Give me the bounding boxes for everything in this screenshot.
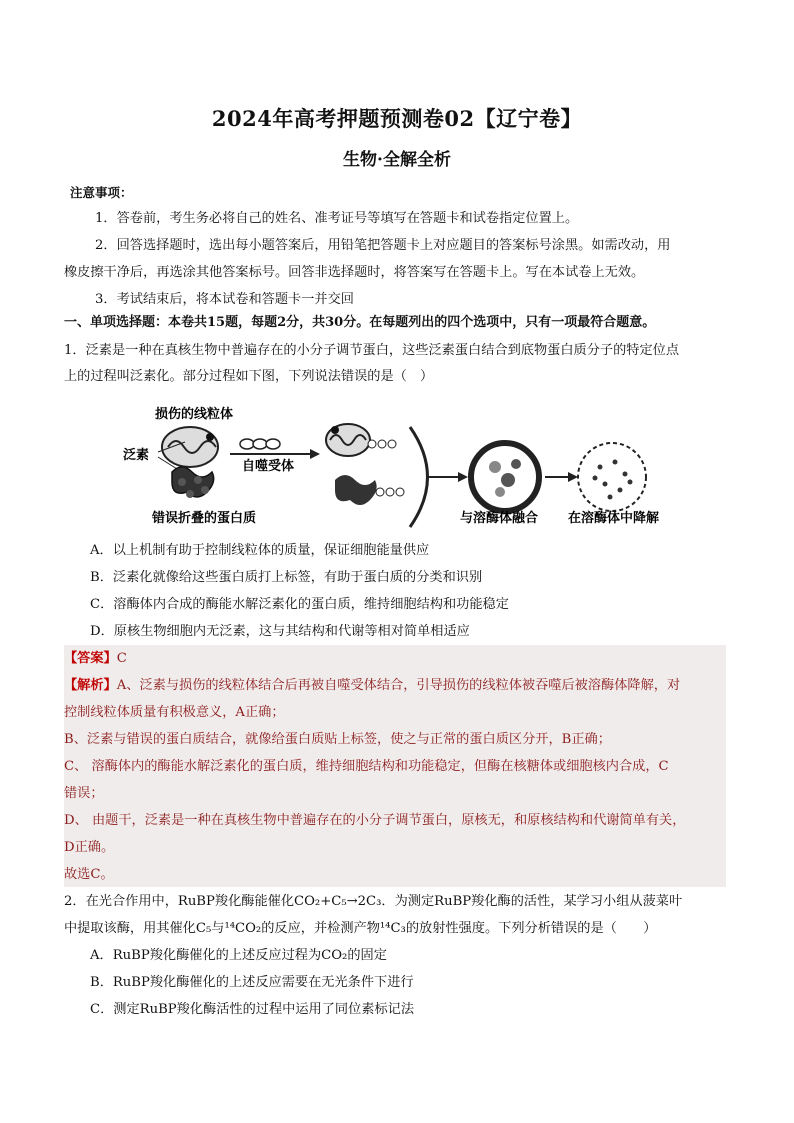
misfolded-label: 错误折叠的蛋白质	[152, 511, 257, 526]
autolysosome-icon	[471, 443, 539, 511]
fusion-label: 与溶酶体融合	[460, 511, 539, 526]
notice-heading: 注意事项：	[70, 185, 133, 200]
autophagy-receptor-label: 自噬受体	[242, 459, 295, 474]
ubiquitin-label: 泛素	[123, 448, 150, 463]
notice-item: 1．答卷前，考生务必将自己的姓名、准考证号等填写在答题卡和试卷指定位置上。	[95, 211, 579, 226]
answer-label: 【答案】	[64, 651, 117, 666]
question-2-stem: 中提取该酶，用其催化C₅与¹⁴CO₂的反应，并检测产物¹⁴C₃的放射性强度。下列分析错误的是（ ）	[64, 921, 657, 936]
analysis-row	[64, 677, 680, 695]
analysis-line: 错误；	[64, 786, 104, 801]
analysis-line: 控制线粒体质量有积极意义，A正确；	[64, 705, 285, 720]
option-c: C．溶酶体内合成的酶能水解泛素化的蛋白质，维持细胞结构和功能稳定	[90, 597, 509, 612]
question-1-stem: 上的过程叫泛素化。部分过程如下图，下列说法错误的是（ ）	[64, 369, 434, 384]
analysis-line: A、泛素与损伤的线粒体结合后再被自噬受体结合，引导损伤的线粒体被吞噬后被溶酶体降解，对	[116, 678, 681, 693]
page-title: 2024年高考押题预测卷02【辽宁卷】	[211, 106, 583, 131]
analysis-line: B、泛素与错误的蛋白质结合，就像给蛋白质贴上标签，使之与正常的蛋白质区分开，B正确；	[64, 732, 611, 747]
option-b: B．泛素化就像给这些蛋白质打上标签，有助于蛋白质的分类和识别	[90, 570, 483, 585]
question-1-stem: 1．泛素是一种在真核生物中普遍存在的小分子调节蛋白，这些泛素蛋白结合到底物蛋白质分子的特定位点	[64, 343, 680, 358]
answer-value: C	[116, 651, 127, 666]
option-a: A．以上机制有助于控制线粒体的质量，保证细胞能量供应	[90, 543, 430, 558]
analysis-line: 故选C。	[64, 867, 114, 882]
analysis-label: 【解析】	[64, 678, 117, 693]
ubiquitination-figure	[110, 402, 670, 532]
notice-item: 3．考试结束后，将本试卷和答题卡一并交回	[95, 292, 354, 307]
page-subtitle: 生物·全解全析	[343, 150, 451, 170]
analysis-line: D正确。	[64, 840, 115, 855]
phagophore-icon	[326, 424, 428, 527]
option-b: B．RuBP羧化酶催化的上述反应需要在无光条件下进行	[90, 975, 414, 990]
notice-item: 橡皮擦干净后，再选涂其他答案标号。回答非选择题时，将答案写在答题卡上。写在本试卷上无效。	[64, 265, 645, 280]
degradation-label: 在溶酶体中降解	[568, 511, 660, 526]
lysosome-degradation-icon	[578, 443, 646, 511]
analysis-line: C、 溶酶体内的酶能水解泛素化的蛋白质，维持细胞结构和功能稳定，但酶在核糖体或细胞核内合成，C	[64, 759, 669, 774]
autophagy-receptor-icon	[240, 439, 280, 449]
answer-row	[64, 650, 127, 668]
damaged-mito-label: 损伤的线粒体	[155, 407, 234, 422]
option-c: C．测定RuBP羧化酶活性的过程中运用了同位素标记法	[90, 1002, 415, 1017]
section-heading: 一、单项选择题：本卷共15题，每题2分，共30分。在每题列出的四个选项中，只有一项最符合题意。	[64, 315, 656, 330]
analysis-line: D、 由题干，泛素是一种在真核生物中普遍存在的小分子调节蛋白，原核无，和原核结构和代谢简单有关，	[64, 813, 686, 828]
question-2-stem: 2．在光合作用中，RuBP羧化酶能催化CO₂+C₅→2C₃．为测定RuBP羧化酶的活性，某学习小组从菠菜叶	[64, 894, 683, 909]
option-d: D．原核生物细胞内无泛素，这与其结构和代谢等相对简单相适应	[90, 624, 470, 639]
misfolded-protein-icon	[172, 467, 214, 498]
option-a: A．RuBP羧化酶催化的上述反应过程为CO₂的固定	[90, 948, 387, 963]
notice-item: 2．回答选择题时，选出每小题答案后，用铅笔把答题卡上对应题目的答案标号涂黑。如需改动，用	[95, 238, 671, 253]
